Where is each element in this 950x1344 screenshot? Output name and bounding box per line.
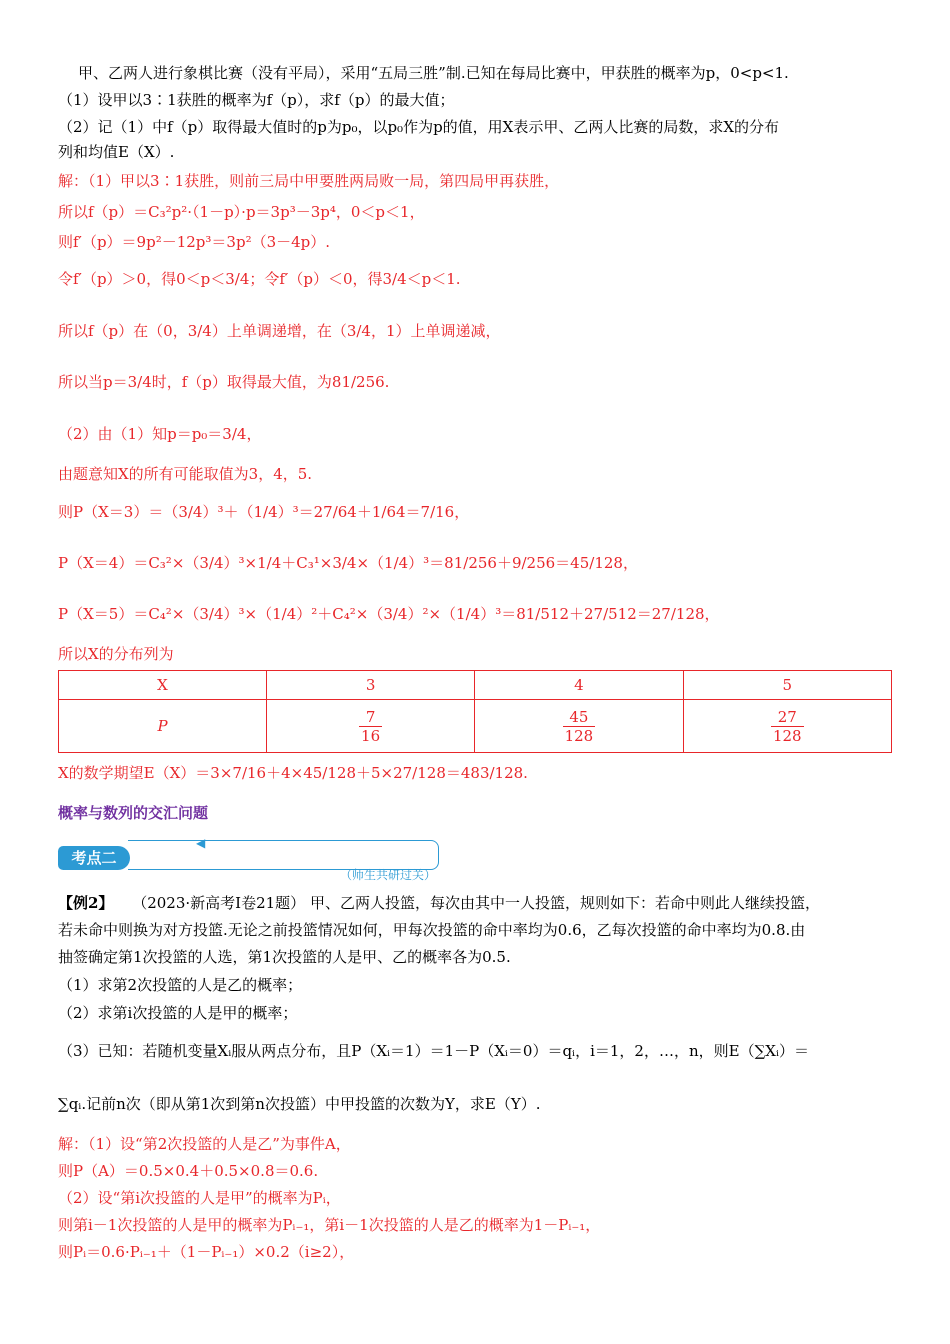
example2-question3a: （3）已知：若随机变量Xᵢ服从两点分布，且P（Xᵢ＝1）＝1－P（Xᵢ＝0）＝qᵢ，i＝1，2，…，n，则E（∑Xᵢ）＝ [58, 1042, 809, 1060]
section-title: 概率与数列的交汇问题 [58, 804, 209, 822]
table-row-label: P [59, 700, 267, 753]
example-source: （2023·新高考Ⅰ卷21题） [132, 894, 306, 912]
solution1-expectation: X的数学期望E（X）＝3×7/16＋4×45/128＋5×27/128＝483/128. [58, 764, 528, 782]
distribution-table [58, 670, 892, 753]
solution1-line5: 所以f（p）在（0，3/4）上单调递增，在（3/4，1）上单调递减， [58, 322, 501, 340]
kaodian-note: （师生共研过关） [340, 868, 437, 882]
solution1-line8: 由题意知X的所有可能取值为3，4，5. [58, 465, 313, 483]
kaodian-tab: 考点二 [58, 846, 130, 870]
solution2-line2: 则P（A）＝0.5×0.4＋0.5×0.8＝0.6. [58, 1162, 319, 1180]
example2-line2: 若未命中则换为对方投篮.无论之前投篮情况如何，甲每次投篮的命中率均为0.6，乙每次投篮的命中率均为0.8.由 [58, 921, 806, 939]
fraction [563, 708, 596, 745]
solution1-line12: 所以X的分布列为 [58, 645, 174, 663]
table-cell [475, 700, 683, 753]
example2-question3b: ∑qᵢ.记前n次（即从第1次到第n次投篮）中甲投篮的次数为Y，求E（Y）. [58, 1095, 541, 1113]
table-row [59, 700, 892, 753]
problem1-line3: （2）记（1）中f（p）取得最大值时的p为p₀，以p₀作为p的值，用X表示甲、乙两人比赛的局数，求X的分布 [58, 118, 780, 136]
solution1-line7: （2）由（1）知p＝p₀＝3/4， [58, 425, 262, 443]
solution1-line11: P（X＝5）＝C₄²×（3/4）³×（1/4）²＋C₄²×（3/4）²×（1/4）³＝81/512＋27/512＝27/128， [58, 605, 720, 623]
table-header-cell: 3 [266, 671, 474, 700]
solution2-line5: 则Pᵢ＝0.6·Pᵢ₋₁＋（1－Pᵢ₋₁）×0.2（i≥2）， [58, 1243, 355, 1261]
table-cell [266, 700, 474, 753]
solution1-line3: 则f′（p）＝9p²－12p³＝3p²（3－4p）. [58, 233, 331, 251]
example2-question2: （2）求第i次投篮的人是甲的概率； [58, 1004, 298, 1022]
problem1-line2: （1）设甲以3∶1获胜的概率为f（p），求f（p）的最大值； [58, 91, 455, 109]
solution1-line10: P（X＝4）＝C₃²×（3/4）³×1/4＋C₃¹×3/4×（1/4）³＝81/256＋9/256＝45/128， [58, 554, 638, 572]
solution2-line3: （2）设“第i次投篮的人是甲”的概率为Pᵢ， [58, 1189, 341, 1207]
example2-text1: 甲、乙两人投篮，每次由其中一人投篮，规则如下：若命中则此人继续投篮， [309, 894, 820, 912]
example2-line1 [58, 892, 892, 914]
fraction [771, 708, 804, 745]
example2-question1: （1）求第2次投篮的人是乙的概率； [58, 976, 303, 994]
solution1-line2: 所以f（p）＝C₃²p²·（1－p）·p＝3p³－3p⁴，0＜p＜1， [58, 203, 425, 221]
fraction-numerator: 7 [359, 708, 382, 727]
solution1-line1: 解：（1）甲以3∶1获胜，则前三局中甲要胜两局败一局，第四局甲再获胜， [58, 172, 560, 190]
fraction-numerator: 27 [771, 708, 804, 727]
example2-line3: 抽签确定第1次投篮的人选，第1次投篮的人是甲、乙的概率各为0.5. [58, 948, 511, 966]
solution2-line1: 解：（1）设“第2次投篮的人是乙”为事件A， [58, 1135, 351, 1153]
solution1-line6: 所以当p＝3/4时，f（p）取得最大值，为81/256. [58, 373, 390, 391]
solution1-line4: 令f′（p）＞0，得0＜p＜3/4；令f′（p）＜0，得3/4＜p＜1. [58, 270, 461, 288]
table-header-row [59, 671, 892, 700]
fraction-denominator: 128 [564, 726, 594, 745]
example-label: 【例2】 [58, 894, 114, 912]
table-header-cell: X [59, 671, 267, 700]
fraction-denominator: 128 [772, 726, 802, 745]
solution2-line4: 则第i－1次投篮的人是甲的概率为Pᵢ₋₁，第i－1次投篮的人是乙的概率为1－Pᵢ₋₁， [58, 1216, 601, 1234]
arrow-left-icon: ◀ [196, 836, 206, 850]
fraction-numerator: 45 [563, 708, 596, 727]
table-header-cell: 5 [683, 671, 891, 700]
solution1-line9: 则P（X＝3）＝（3/4）³＋（1/4）³＝27/64＋1/64＝7/16， [58, 503, 470, 521]
table-cell [683, 700, 891, 753]
kaodian-banner [58, 836, 440, 882]
problem1-line4: 列和均值E（X）. [58, 143, 175, 161]
fraction [359, 708, 382, 745]
problem1-line1: 甲、乙两人进行象棋比赛（没有平局），采用“五局三胜”制.已知在每局比赛中，甲获胜的概率为p，0<p<1. [78, 64, 789, 82]
table-header-cell: 4 [475, 671, 683, 700]
fraction-denominator: 16 [361, 726, 381, 745]
